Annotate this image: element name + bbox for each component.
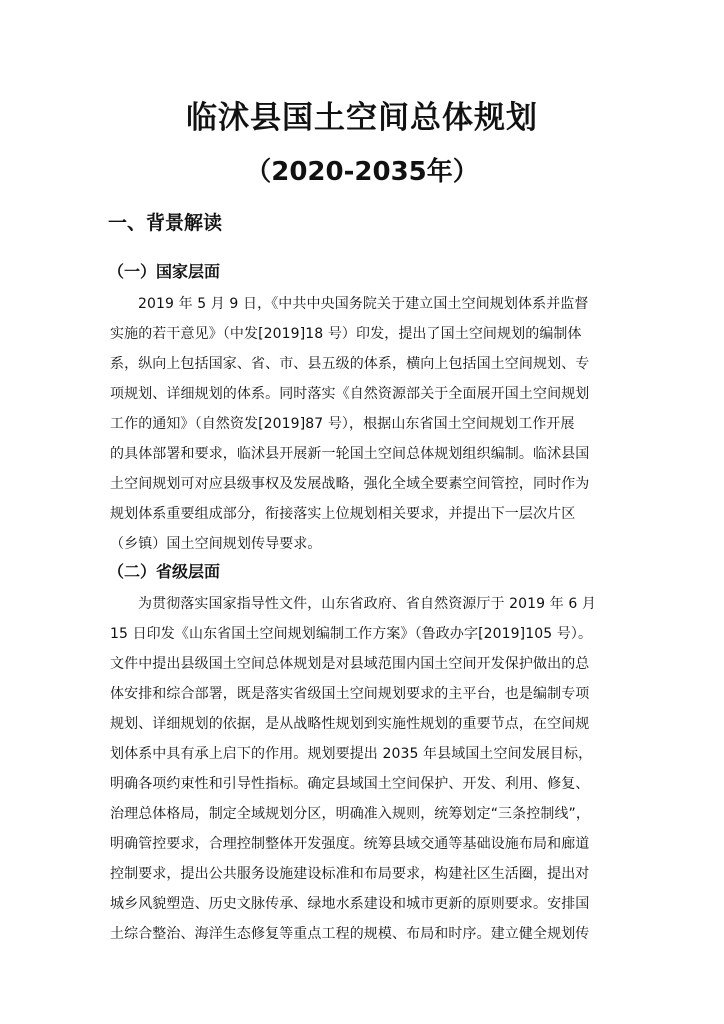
paragraph-line: 工作的通知》（自然资发[2019]87 号），根据山东省国土空间规划工作开展 bbox=[110, 416, 575, 432]
subsection-heading-national: （一）国家层面 bbox=[108, 262, 221, 281]
paragraph-national bbox=[110, 289, 630, 559]
document-title: 临沭县国土空间总体规划 bbox=[186, 100, 538, 136]
paragraph-line: 划体系中具有承上启下的作用。规划要提出 2035 年县域国土空间发展目标， bbox=[110, 746, 593, 762]
paragraph-line: 实施的若干意见》（中发[2019]18 号）印发，提出了国土空间规划的编制体 bbox=[110, 326, 582, 342]
paragraph-line: 的具体部署和要求，临沭县开展新一轮国土空间总体规划组织编制。临沭县国 bbox=[110, 446, 590, 462]
paragraph-line: 项规划、详细规划的体系。同时落实《自然资源部关于全面展开国土空间规划 bbox=[110, 386, 590, 402]
paragraph-line: （乡镇）国土空间规划传导要求。 bbox=[110, 536, 322, 552]
paragraph-line: 文件中提出县级国土空间总体规划是对县域范围内国土空间开发保护做出的总 bbox=[110, 656, 590, 672]
paragraph-provincial bbox=[110, 589, 630, 949]
paragraph-line: 规划体系重要组成部分，衔接落实上位规划相关要求，并提出下一层次片区 bbox=[110, 506, 576, 522]
paragraph-line: 15 日印发《山东省国土空间规划编制工作方案》（鲁政办字[2019]105 号）。 bbox=[110, 626, 593, 642]
paragraph-line: 土空间规划可对应县级事权及发展战略，强化全域全要素空间管控，同时作为 bbox=[110, 476, 590, 492]
paragraph-line: 体安排和综合部署，既是落实省级国土空间规划要求的主平台，也是编制专项 bbox=[110, 686, 590, 702]
paragraph-line: 控制要求，提出公共服务设施建设标准和布局要求，构建社区生活圈，提出对 bbox=[110, 866, 590, 882]
paragraph-line: 治理总体格局，制定全域规划分区，明确准入规则，统筹划定“三条控制线”， bbox=[110, 806, 591, 822]
paragraph-line: 规划、详细规划的依据，是从战略性规划到实施性规划的重要节点，在空间规 bbox=[110, 716, 590, 732]
paragraph-line: 2019 年 5 月 9 日，《中共中央国务院关于建立国土空间规划体系并监督 bbox=[138, 296, 589, 312]
paragraph-line: 土综合整治、海洋生态修复等重点工程的规模、布局和时序。建立健全规划传 bbox=[110, 926, 590, 942]
paragraph-line: 城乡风貌塑造、历史文脉传承、绿地水系建设和城市更新的原则要求。安排国 bbox=[110, 896, 590, 912]
paragraph-line: 系，纵向上包括国家、省、市、县五级的体系，横向上包括国土空间规划、专 bbox=[110, 356, 590, 372]
paragraph-line: 为贯彻落实国家指导性文件，山东省政府、省自然资源厅于 2019 年 6 月 bbox=[138, 596, 597, 612]
paragraph-line: 明确各项约束性和引导性指标。确定县域国土空间保护、开发、利用、修复、 bbox=[110, 776, 590, 792]
subsection-heading-provincial: （二）省级层面 bbox=[108, 562, 221, 581]
section-heading-background: 一、背景解读 bbox=[108, 212, 223, 234]
paragraph-line: 明确管控要求，合理控制整体开发强度。统筹县域交通等基础设施布局和廊道 bbox=[110, 836, 590, 852]
document-subtitle: （2020-2035年） bbox=[245, 157, 479, 187]
